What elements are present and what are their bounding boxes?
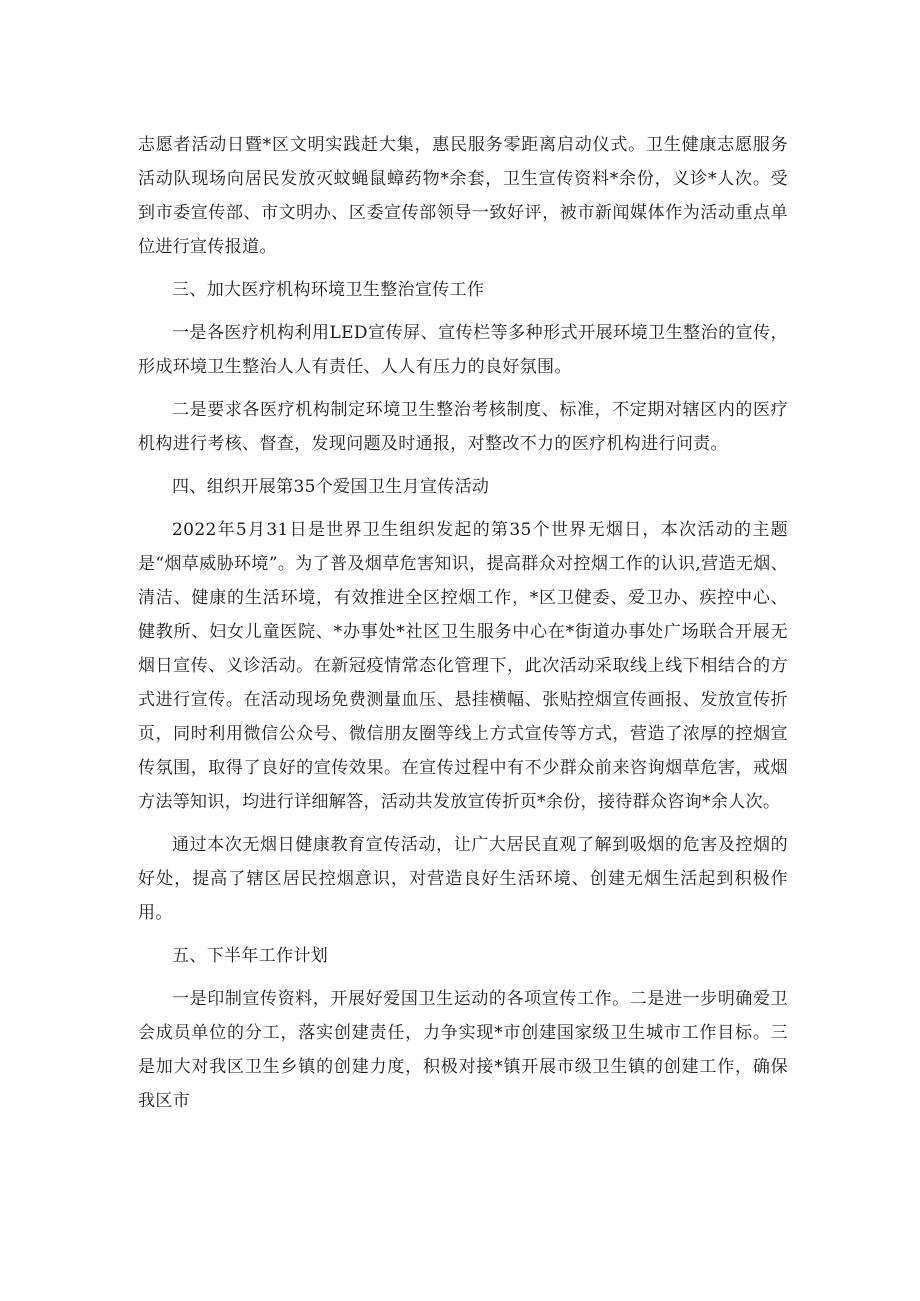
paragraph-no-tobacco-day: 2022年5月31日是世界卫生组织发起的第35个世界无烟日，本次活动的主题是“烟草威胁环境”。为了普及烟草危害知识，提高群众对控烟工作的认识,营造无烟、清洁、健康的生活环境，有效推进全区控烟工作，*区卫健委、爱卫办、疾控中心、健教所、妇女儿童医院、*办事处*社区卫生服务中心在*街道办事处广场联合开展无烟日宣传、义诊活动。在新冠疫情常态化管理下，此次活动采取线上线下相结合的方式进行宣传。在活动现场免费测量血压、悬挂横幅、张贴控烟宣传画报、发放宣传折页，同时利用微信公众号、微信朋友圈等线上方式宣传等方式，营造了浓厚的控烟宣传氛围，取得了良好的宣传效果。在宣传过程中有不少群众前来咨询烟草危害，戒烟方法等知识，均进行详细解答，活动共发放宣传折页*余份，接待群众咨询*余人次。 (138, 520, 788, 812)
section-heading-5: 五、下半年工作计划 (172, 946, 329, 966)
paragraph-assessment-system: 二是要求各医疗机构制定环境卫生整治考核制度、标准，不定期对辖区内的医疗机构进行考核、督查，发现问题及时通报，对整改不力的医疗机构进行问责。 (138, 400, 788, 454)
paragraph-volunteer-activity: 志愿者活动日暨*区文明实践赶大集，惠民服务零距离启动仪式。卫生健康志愿服务活动队现场向居民发放灭蚊蝇鼠蟑药物*余套，卫生宣传资料*余份，义诊*人次。受到市委宣传部、市文明办、区委宣传部领导一致好评，被市新闻媒体作为活动重点单位进行宣传报道。 (138, 135, 788, 257)
section-heading-4: 四、组织开展第35个爱国卫生月宣传活动 (172, 477, 490, 497)
paragraph-work-plan: 一是印制宣传资料，开展好爱国卫生运动的各项宣传工作。二是进一步明确爱卫会成员单位的分工，落实创建责任，力争实现*市创建国家级卫生城市工作目标。三是加大对我区卫生乡镇的创建力度，积极对接*镇开展市级卫生镇的创建工作，确保我区市 (138, 989, 788, 1111)
paragraph-led-publicity: 一是各医疗机构利用LED宣传屏、宣传栏等多种形式开展环境卫生整治的宣传，形成环境卫生整治人人有责任、人人有压力的良好氛围。 (138, 323, 788, 377)
document-page (138, 128, 788, 1118)
section-heading-3: 三、加大医疗机构环境卫生整治宣传工作 (172, 280, 485, 300)
paragraph-activity-result: 通过本次无烟日健康教育宣传活动，让广大居民直观了解到吸烟的危害及控烟的好处，提高了辖区居民控烟意识，对营造良好生活环境、创建无烟生活起到积极作用。 (138, 835, 788, 923)
